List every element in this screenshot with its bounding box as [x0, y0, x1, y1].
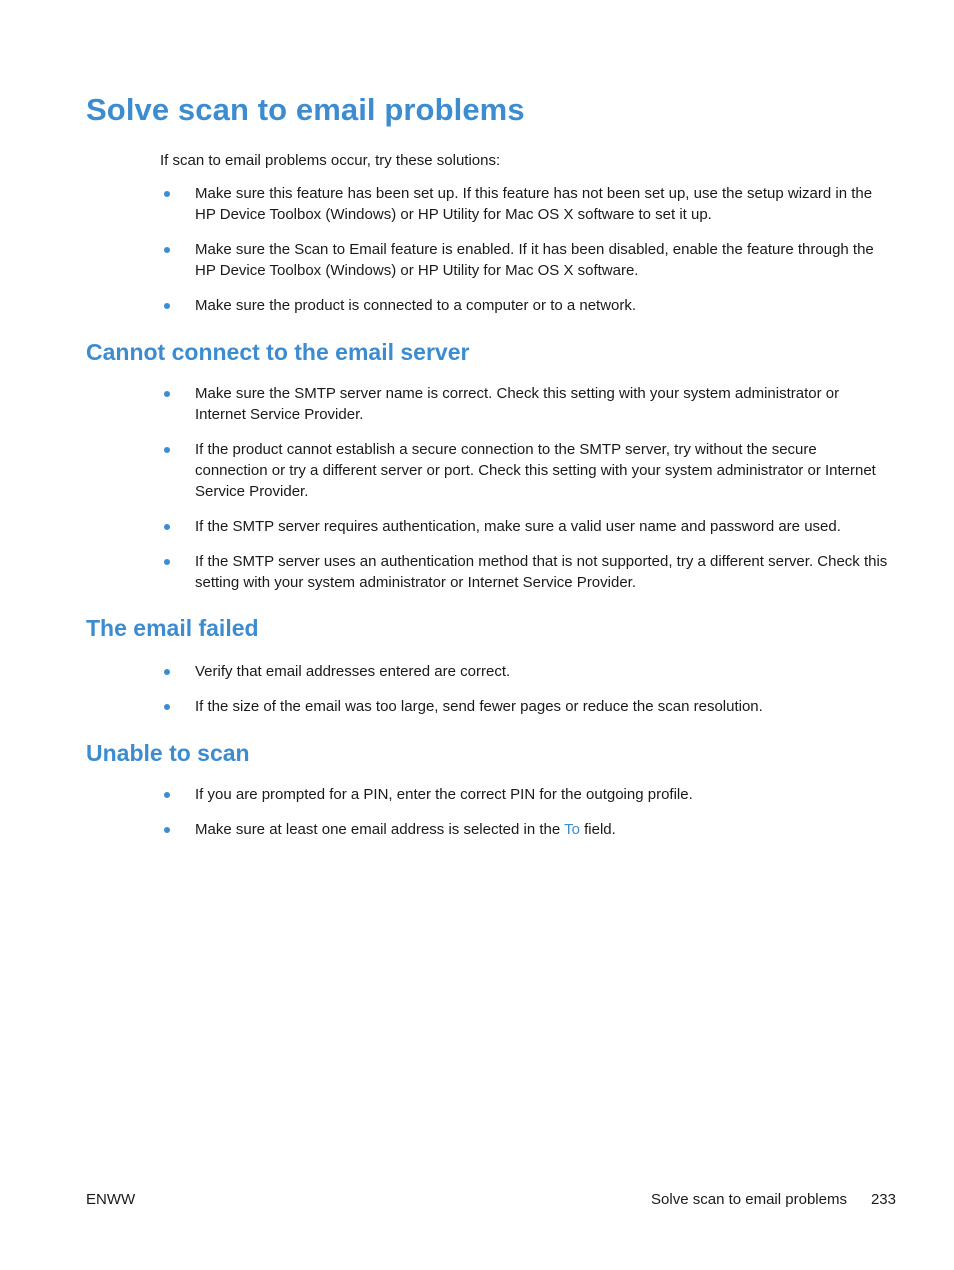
list-item [160, 661, 890, 682]
list-item [160, 819, 890, 840]
list-item-text: Make sure the Scan to Email feature is enabled. If it has been disabled, enable the feature through the HP Device Toolbox (Windows) or HP Utility for Mac OS X software. [195, 241, 874, 279]
list-item-text: If the size of the email was too large, send fewer pages or reduce the scan resolution. [195, 698, 763, 715]
list-item [160, 516, 890, 537]
email-failed-list [160, 661, 890, 731]
list-item [160, 696, 890, 717]
bullet-icon [164, 447, 170, 453]
list-item [160, 239, 890, 281]
list-item [160, 784, 890, 805]
list-item-text-after: field. [579, 821, 616, 838]
list-item [160, 439, 890, 502]
unable-to-scan-list [160, 784, 890, 854]
bullet-icon [164, 827, 170, 833]
bullet-icon [164, 391, 170, 397]
footer-section-title: Solve scan to email problems [651, 1191, 847, 1208]
list-item [160, 183, 890, 225]
list-item [160, 383, 890, 425]
list-item-text: If the SMTP server requires authentication, make sure a valid user name and password are used. [195, 518, 841, 535]
page-number: 233 [870, 1191, 896, 1208]
bullet-icon [164, 524, 170, 530]
bullet-icon [164, 303, 170, 309]
list-item-text: If the SMTP server uses an authentication method that is not supported, try a different server. Check this setting with your system administrator or Internet Service Provider. [195, 553, 888, 591]
list-item [160, 295, 890, 316]
general-solutions-list [160, 183, 890, 330]
bullet-icon [164, 704, 170, 710]
list-item [160, 551, 890, 593]
list-item-text: Make sure this feature has been set up. If this feature has not been set up, use the setup wizard in the HP Device Toolbox (Windows) or HP Utility for Mac OS X software to set it up. [195, 185, 873, 223]
list-item-text-before: Make sure at least one email address is selected in the [195, 821, 565, 838]
bullet-icon [164, 792, 170, 798]
bullet-icon [164, 559, 170, 565]
section-title-unable-to-scan: Unable to scan [86, 740, 250, 766]
list-item-text: Verify that email addresses entered are correct. [195, 663, 511, 680]
footer-left-label: ENWW [86, 1191, 136, 1208]
to-field-term: To [564, 821, 580, 838]
section-title-email-server: Cannot connect to the email server [86, 339, 470, 365]
list-item-text: If you are prompted for a PIN, enter the correct PIN for the outgoing profile. [195, 786, 693, 803]
intro-text: If scan to email problems occur, try these solutions: [160, 152, 501, 169]
bullet-icon [164, 191, 170, 197]
footer-right [651, 1189, 896, 1210]
bullet-icon [164, 247, 170, 253]
page-title: Solve scan to email problems [86, 92, 525, 127]
section-title-email-failed: The email failed [86, 615, 259, 641]
email-server-list [160, 383, 890, 607]
list-item-text: Make sure the SMTP server name is correct. Check this setting with your system administrator or Internet Service Provider. [195, 385, 840, 423]
list-item-text: If the product cannot establish a secure connection to the SMTP server, try without the secure connection or try a different server or port. Check this setting with your system administrator or Internet Service Provider. [195, 441, 876, 500]
bullet-icon [164, 669, 170, 675]
list-item-text: Make sure the product is connected to a computer or to a network. [195, 297, 637, 314]
list-item-text [195, 821, 616, 838]
